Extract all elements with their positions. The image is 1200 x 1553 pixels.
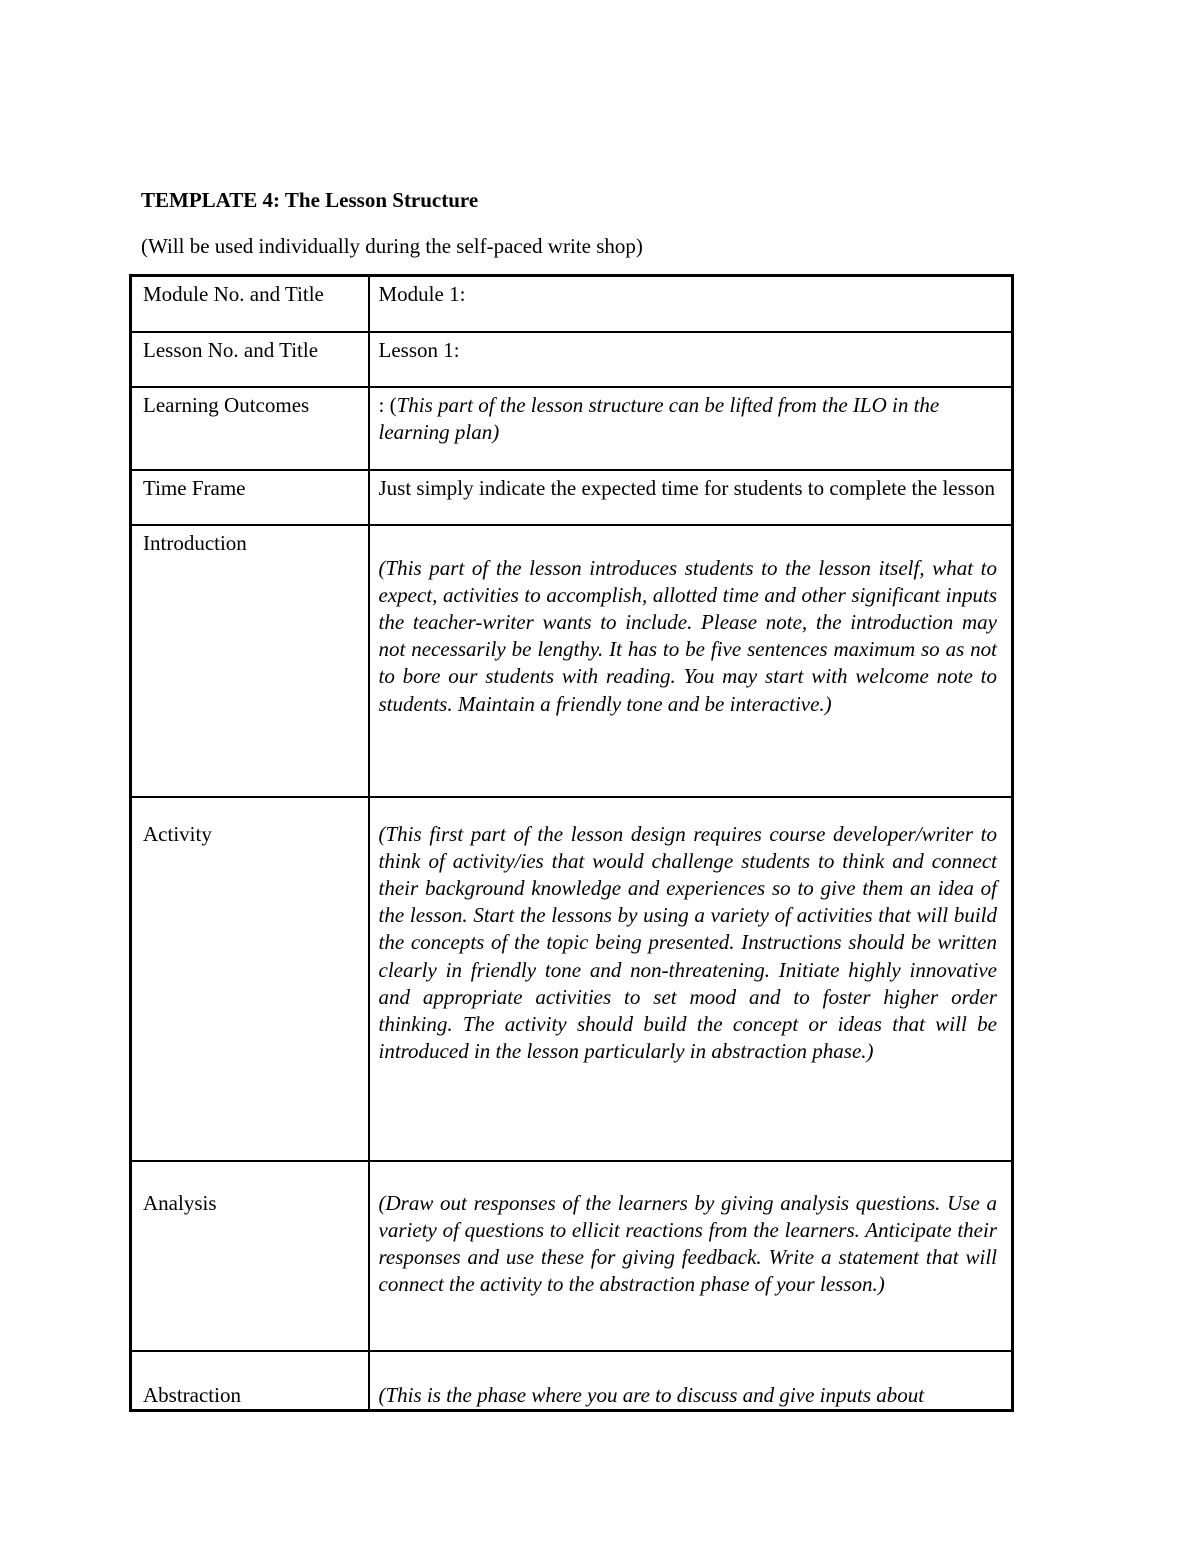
introduction-label: Introduction — [143, 530, 247, 555]
module-label-cell — [131, 276, 369, 332]
time-frame-label: Time Frame — [143, 475, 246, 500]
activity-value-cell — [369, 797, 1013, 1161]
lesson-label: Lesson No. and Title — [143, 337, 319, 362]
introduction-value-cell — [369, 525, 1013, 797]
table-row-introduction — [131, 525, 1013, 797]
table-row-lesson — [131, 332, 1013, 387]
lesson-value-cell — [369, 332, 1013, 387]
time-frame-value: Just simply indicate the expected time for students to complete the lesson — [378, 475, 995, 500]
introduction-label-cell — [131, 525, 369, 797]
learning-outcomes-value-cell — [369, 387, 1013, 470]
introduction-value: (This part of the lesson introduces students to the lesson itself, what to expect, activities to accomplish, allotted time and other significant inputs the teacher-writer wants to include. Please note, the introduction may not necessarily be lengthy. It has to be five sentences maximum so as not to bore our students with reading. You may start with welcome note to students. Maintain a friendly tone and be interactive.) — [378, 555, 997, 716]
abstraction-label: Abstraction — [143, 1382, 241, 1407]
abstraction-label-cell — [131, 1351, 369, 1411]
learning-outcomes-prefix: : ( — [378, 392, 397, 417]
page-subtitle: (Will be used individually during the self-paced write shop) — [141, 234, 643, 258]
table-row-abstraction — [131, 1351, 1013, 1411]
learning-outcomes-label: Learning Outcomes — [143, 392, 310, 417]
table-row-module — [131, 276, 1013, 332]
analysis-value-cell — [369, 1161, 1013, 1351]
abstraction-value: (This is the phase where you are to discuss and give inputs about — [378, 1382, 925, 1407]
module-label: Module No. and Title — [143, 282, 324, 306]
activity-value: (This first part of the lesson design requires course developer/writer to think of activity/ies that would challenge students to think and connect their background knowledge and experiences so to give them an idea of the lesson. Start the lessons by using a variety of activities that will build the concepts of the topic being presented. Instructions should be written clearly in friendly tone and non-threatening. Initiate highly innovative and appropriate activities to set mood and to foster higher order thinking. The activity should build the concept or ideas that will be introduced in the lesson particularly in abstraction phase.) — [378, 821, 997, 1064]
time-frame-value-cell — [369, 470, 1013, 525]
analysis-label: Analysis — [143, 1190, 217, 1215]
table-row-time-frame — [131, 470, 1013, 525]
activity-label: Activity — [143, 821, 212, 846]
module-value: Module 1: — [378, 282, 466, 306]
learning-outcomes-label-cell — [131, 387, 369, 470]
table-row-activity — [131, 797, 1013, 1161]
analysis-value: (Draw out responses of the learners by giving analysis questions. Use a variety of questions to ellicit reactions from the learners. Anticipate their responses and use these for giving feedback. Write a statement that will connect the activity to the abstraction phase of your lesson.) — [378, 1190, 997, 1297]
lesson-label-cell — [131, 332, 369, 387]
table-row-analysis — [131, 1161, 1013, 1351]
analysis-label-cell — [131, 1161, 369, 1351]
learning-outcomes-text: This part of the lesson structure can be lifted from the ILO in the learning plan) — [378, 392, 940, 444]
activity-label-cell — [131, 797, 369, 1161]
abstraction-value-cell — [369, 1351, 1013, 1411]
table-row-learning-outcomes — [131, 387, 1013, 470]
page-title: TEMPLATE 4: The Lesson Structure — [141, 188, 479, 212]
learning-outcomes-value — [370, 388, 1012, 446]
time-frame-label-cell — [131, 470, 369, 525]
lesson-structure-table — [129, 274, 1014, 1412]
lesson-value: Lesson 1: — [378, 337, 460, 362]
module-value-cell — [369, 276, 1013, 332]
